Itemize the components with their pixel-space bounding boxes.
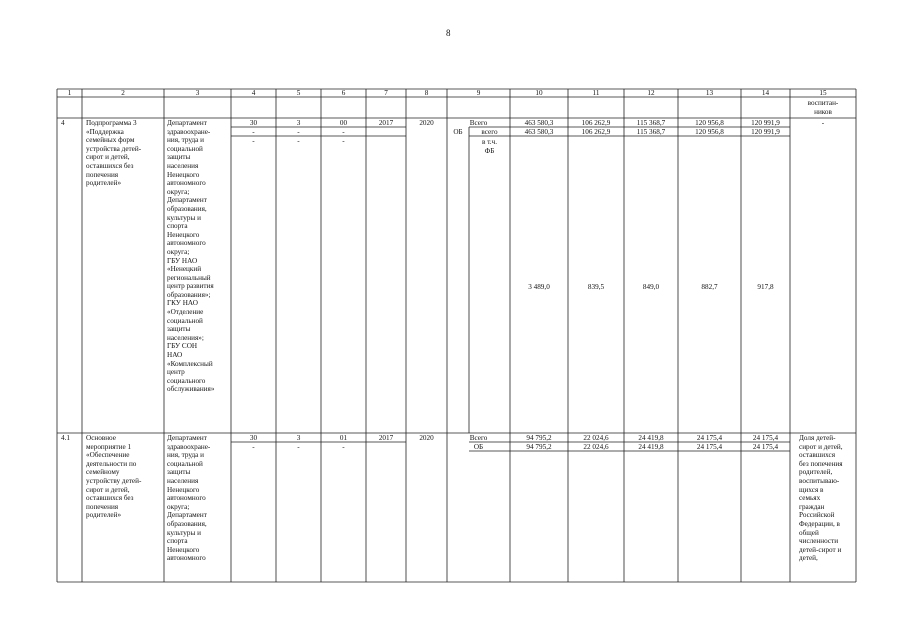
value-ob: 120 991,9 bbox=[751, 128, 780, 136]
value-fb: 849,0 bbox=[642, 283, 660, 291]
code-6: 01 bbox=[339, 434, 348, 442]
value-fb: 882,7 bbox=[701, 283, 718, 291]
col-header-3: 3 bbox=[195, 89, 200, 97]
code-5: - bbox=[297, 443, 300, 451]
code-6: - bbox=[342, 137, 345, 145]
start-year: 2017 bbox=[378, 434, 394, 442]
value-ob: 120 956,8 bbox=[695, 128, 724, 136]
row-number: 4 bbox=[61, 119, 65, 127]
code-6: - bbox=[342, 443, 345, 451]
code-6: - bbox=[342, 128, 345, 136]
code-5: 3 bbox=[296, 119, 301, 127]
col-header-11: 11 bbox=[592, 89, 600, 97]
source-total: Всего bbox=[469, 119, 488, 127]
code-4: - bbox=[252, 137, 255, 145]
indicator: Доля детей- сирот и детей, оставшихся без попечения родителей, воспитываю- щихся в семьях граждан Российской Федерации, в общей численности детей-сирот и детей, bbox=[799, 434, 843, 563]
col-header-10: 10 bbox=[535, 89, 543, 97]
source-ob: ОБ bbox=[473, 443, 484, 451]
indicator: - bbox=[821, 119, 825, 127]
row-number: 4.1 bbox=[61, 434, 70, 442]
code-4: - bbox=[252, 128, 255, 136]
col-header-14: 14 bbox=[761, 89, 770, 97]
col-header-12: 12 bbox=[647, 89, 655, 97]
value-total: 24 175,4 bbox=[696, 434, 723, 442]
page-number: 8 bbox=[446, 28, 451, 38]
value-total: 106 262,9 bbox=[581, 119, 611, 127]
value-fb: 3 489,0 bbox=[528, 283, 550, 291]
code-4: - bbox=[252, 443, 255, 451]
source-ob: ОБ bbox=[453, 128, 463, 136]
value-ob: 106 262,9 bbox=[581, 128, 611, 136]
col-header-15: 15 bbox=[819, 89, 827, 97]
code-4: 30 bbox=[249, 119, 258, 127]
value-ob: 24 419,8 bbox=[638, 443, 664, 451]
col-header-8: 8 bbox=[424, 89, 429, 97]
end-year: 2020 bbox=[419, 434, 434, 442]
value-fb: 839,5 bbox=[587, 283, 605, 291]
program-name: Подпрограмма 3 «Поддержка семейных форм устройства детей- сирот и детей, оставшихся без попечения родителей» bbox=[86, 119, 142, 188]
code-5: - bbox=[297, 128, 300, 136]
col-header-6: 6 bbox=[341, 89, 346, 97]
value-total: 24 419,8 bbox=[638, 434, 664, 442]
code-5: - bbox=[297, 137, 300, 145]
col-header-4: 4 bbox=[251, 89, 256, 97]
value-total: 94 795,2 bbox=[526, 434, 552, 442]
value-total: 463 580,3 bbox=[524, 119, 554, 127]
value-total: 22 024,6 bbox=[583, 434, 609, 442]
end-year: 2020 bbox=[419, 119, 434, 127]
code-4: 30 bbox=[249, 434, 258, 442]
col-header-7: 7 bbox=[384, 89, 388, 97]
value-ob: 463 580,3 bbox=[524, 128, 554, 136]
source-total: Всего bbox=[469, 434, 488, 442]
value-total: 120 956,8 bbox=[695, 119, 724, 127]
col-header-13: 13 bbox=[705, 89, 714, 97]
continued-indicator-text: воспитан- ников bbox=[807, 99, 839, 116]
col-header-2: 2 bbox=[121, 89, 125, 97]
code-6: 00 bbox=[339, 119, 348, 127]
value-ob: 24 175,4 bbox=[696, 443, 723, 451]
code-5: 3 bbox=[296, 434, 301, 442]
value-total: 24 175,4 bbox=[752, 434, 779, 442]
value-ob: 22 024,6 bbox=[583, 443, 609, 451]
start-year: 2017 bbox=[378, 119, 394, 127]
value-ob: 94 795,2 bbox=[526, 443, 552, 451]
col-header-1: 1 bbox=[67, 89, 72, 97]
executors: Департамент здравоохране- ния, труда и социальной защиты населения Ненецкого автономного округа; Департамент образования, культуры и спорта Ненецкого автономного округа; ГБУ НАО «Ненецкий региональный центр развития образования»; ГКУ НАО «Отделение социальной защиты населения»; ГБУ СОН НАО «Комплексный центр социального обслуживания» bbox=[167, 119, 215, 394]
value-total: 120 991,9 bbox=[751, 119, 780, 127]
value-ob: 24 175,4 bbox=[752, 443, 779, 451]
executors: Департамент здравоохране- ния, труда и социальной защиты населения Ненецкого автономного округа; Департамент образования, культуры и спорта Ненецкого автономного bbox=[167, 434, 211, 563]
col-header-5: 5 bbox=[296, 89, 301, 97]
source-fb: в т.ч. ФБ bbox=[482, 138, 497, 155]
program-name: Основное мероприятие 1 «Обеспечение деятельности по семейному устройству детей- сирот и детей, оставшихся без попечения родителей» bbox=[86, 434, 142, 520]
value-fb: 917,8 bbox=[757, 283, 774, 291]
value-ob: 115 368,7 bbox=[636, 128, 666, 136]
col-header-9: 9 bbox=[476, 89, 481, 97]
value-total: 115 368,7 bbox=[636, 119, 666, 127]
source-ob-total: всего bbox=[481, 128, 498, 136]
